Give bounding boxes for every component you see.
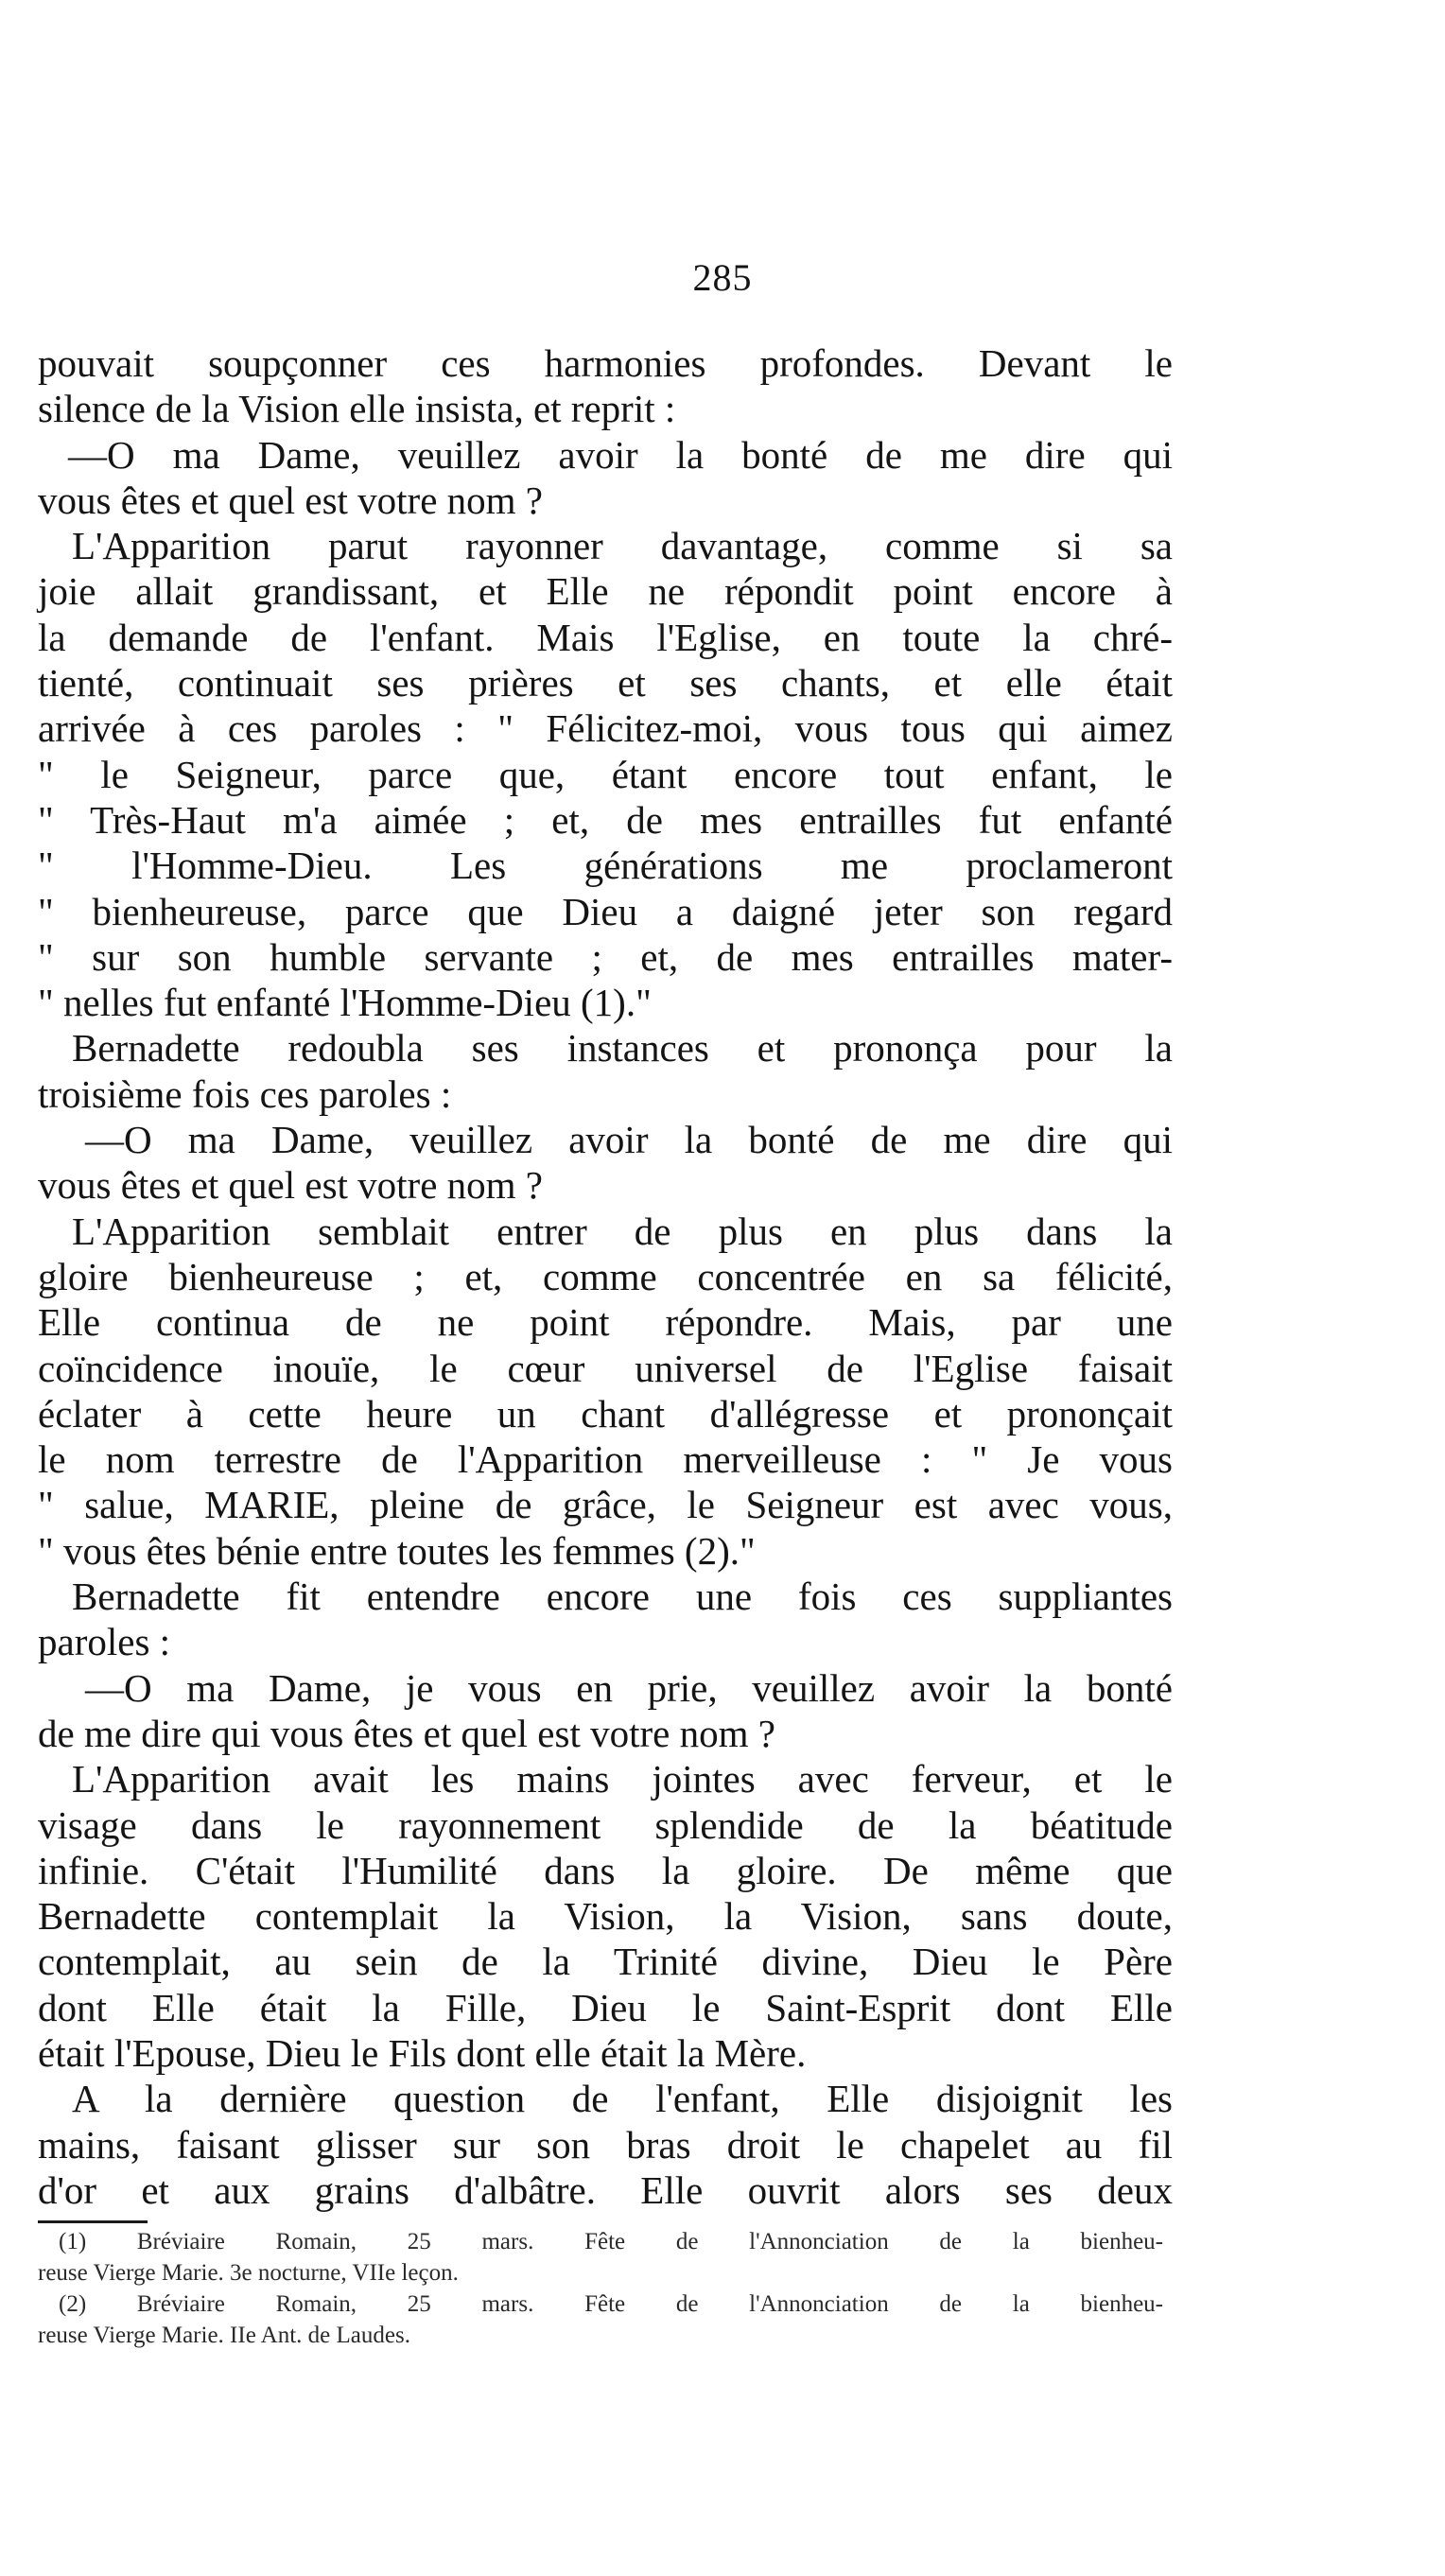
text-line: infinie. C'était l'Humilité dans la gloire. De même que — [38, 1848, 1173, 1892]
text-line: L'Apparition semblait entrer de plus en plus dans la — [72, 1209, 1173, 1253]
text-line: coïncidence inouïe, le cœur universel de l'Eglise faisait — [38, 1346, 1173, 1390]
body-text — [38, 340, 1173, 2213]
text-line: troisième fois ces paroles : — [38, 1071, 452, 1116]
text-line: Bernadette fit entendre encore une fois ces suppliantes — [72, 1575, 1173, 1619]
text-line: éclater à cette heure un chant d'allégresse et prononçait — [38, 1391, 1173, 1436]
text-line: —O ma Dame, je vous en prie, veuillez avoir la bonté — [85, 1665, 1173, 1710]
text-line: " le Seigneur, parce que, étant encore tout enfant, le — [38, 752, 1173, 796]
text-line: silence de la Vision elle insista, et reprit : — [38, 387, 676, 431]
text-line: " vous êtes bénie entre toutes les femmes (2)." — [38, 1528, 756, 1573]
footnote-divider — [38, 2220, 148, 2223]
text-line: mains, faisant glisser sur son bras droit le chapelet au fil — [38, 2122, 1173, 2167]
text-line: " salue, MARIE, pleine de grâce, le Seigneur est avec vous, — [38, 1483, 1173, 1527]
footnote-line: (2) Bréviaire Romain, 25 mars. Fête de l'Annonciation de la bienheu- — [59, 2291, 1163, 2317]
text-line: Bernadette redoubla ses instances et prononça pour la — [72, 1026, 1173, 1070]
footnote-line: (1) Bréviaire Romain, 25 mars. Fête de l'Annonciation de la bienheu- — [59, 2229, 1163, 2254]
text-line: de me dire qui vous êtes et quel est votre nom ? — [38, 1711, 775, 1755]
page-number: 285 — [692, 256, 753, 299]
text-line: " sur son humble servante ; et, de mes entrailles mater- — [38, 934, 1173, 979]
text-line: vous êtes et quel est votre nom ? — [38, 1163, 544, 1208]
text-line: tienté, continuait ses prières et ses chants, et elle était — [38, 661, 1173, 705]
text-line: " Très-Haut m'a aimée ; et, de mes entrailles fut enfanté — [38, 797, 1173, 842]
text-line: —O ma Dame, veuillez avoir la bonté de me dire qui — [68, 432, 1173, 477]
text-line: gloire bienheureuse ; et, comme concentrée en sa félicité, — [38, 1254, 1173, 1298]
text-line: Elle continua de ne point répondre. Mais, par une — [38, 1300, 1173, 1345]
text-line: Bernadette contemplait la Vision, la Vision, sans doute, — [38, 1894, 1173, 1939]
text-line: " bienheureuse, parce que Dieu a daigné jeter son regard — [38, 889, 1173, 933]
text-line: pouvait soupçonner ces harmonies profondes. Devant le — [38, 341, 1173, 385]
text-line: visage dans le rayonnement splendide de la béatitude — [38, 1802, 1173, 1847]
text-line: d'or et aux grains d'albâtre. Elle ouvrit alors ses deux — [38, 2167, 1173, 2212]
text-line: était l'Epouse, Dieu le Fils dont elle était la Mère. — [38, 2030, 807, 2075]
footnote-line: reuse Vierge Marie. 3e nocturne, VIIe leçon. — [38, 2260, 459, 2286]
footnotes — [38, 2226, 1163, 2351]
text-line: " nelles fut enfanté l'Homme-Dieu (1)." — [38, 981, 652, 1025]
text-line: paroles : — [38, 1620, 171, 1664]
text-line: L'Apparition parut rayonner davantage, comme si sa — [72, 524, 1173, 568]
text-line: dont Elle était la Fille, Dieu le Saint-Esprit dont Elle — [38, 1985, 1173, 2029]
text-line: —O ma Dame, veuillez avoir la bonté de me dire qui — [85, 1118, 1173, 1162]
text-line: vous êtes et quel est votre nom ? — [38, 478, 544, 522]
text-line: la demande de l'enfant. Mais l'Eglise, en toute la chré- — [38, 615, 1173, 659]
text-line: le nom terrestre de l'Apparition merveilleuse : " Je vous — [38, 1437, 1173, 1482]
text-line: joie allait grandissant, et Elle ne répondit point encore à — [38, 569, 1173, 614]
text-line: contemplait, au sein de la Trinité divine, Dieu le Père — [38, 1940, 1173, 1984]
footnote-line: reuse Vierge Marie. IIe Ant. de Laudes. — [38, 2323, 410, 2348]
text-line: L'Apparition avait les mains jointes avec ferveur, et le — [72, 1757, 1173, 1801]
text-line: " l'Homme-Dieu. Les générations me proclameront — [38, 844, 1173, 888]
text-line: arrivée à ces paroles : " Félicitez-moi, vous tous qui aimez — [38, 706, 1173, 751]
text-line: A la dernière question de l'enfant, Elle disjoignit les — [72, 2077, 1173, 2121]
